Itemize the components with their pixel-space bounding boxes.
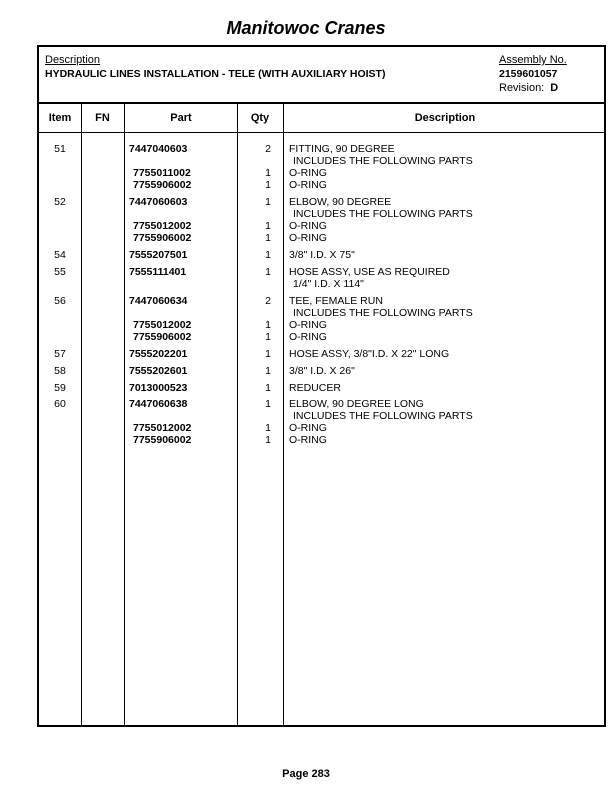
item-number: 51 [54,143,66,155]
revision [499,82,558,94]
part-number: 7755012002 [133,220,192,232]
part-description: INCLUDES THE FOLLOWING PARTS [293,208,473,220]
description-label: Description [45,54,101,66]
part-description: O-RING [289,179,327,191]
part-description: ELBOW, 90 DEGREE LONG [289,398,424,410]
part-number: 7755906002 [133,179,192,191]
col-qty: Qty [250,112,270,124]
item-number: 58 [54,365,66,377]
page-number: Page 283 [282,768,330,780]
part-number: 7555202201 [129,348,188,360]
divider [81,104,82,725]
part-number: 7555111401 [129,266,187,278]
divider [283,104,284,725]
part-description: O-RING [289,331,327,343]
part-description: FITTING, 90 DEGREE [289,143,395,155]
item-number: 55 [54,266,66,278]
part-number: 7447040603 [129,143,188,155]
quantity: 1 [265,167,271,179]
part-description: O-RING [289,220,327,232]
col-item: Item [48,112,72,124]
part-number: 7755906002 [133,331,192,343]
part-description: O-RING [289,167,327,179]
part-number: 7755906002 [133,232,192,244]
quantity: 1 [265,434,271,446]
item-number: 54 [54,249,66,261]
part-description: 3/8" I.D. X 75" [289,249,355,261]
item-number: 56 [54,295,66,307]
part-description: INCLUDES THE FOLLOWING PARTS [293,410,473,422]
revision-value: D [550,82,559,94]
part-description: O-RING [289,434,327,446]
brand-title: Manitowoc Cranes [226,18,386,38]
part-description: INCLUDES THE FOLLOWING PARTS [293,155,473,167]
item-number: 52 [54,196,66,208]
col-part: Part [170,112,192,124]
col-fn: FN [95,112,110,124]
part-number: 7447060634 [129,295,188,307]
quantity: 2 [265,295,271,307]
part-number: 7755012002 [133,319,192,331]
part-description: HOSE ASSY, 3/8"I.D. X 22" LONG [289,348,450,360]
item-number: 60 [54,398,66,410]
quantity: 1 [265,220,271,232]
part-description: REDUCER [289,382,341,394]
quantity: 1 [265,196,271,208]
part-description: O-RING [289,232,327,244]
part-description: ELBOW, 90 DEGREE [289,196,392,208]
assembly-number: 2159601057 [499,68,558,80]
part-description: HOSE ASSY, USE AS REQUIRED [289,266,450,278]
divider [124,104,125,725]
parts-table [37,45,606,727]
quantity: 1 [265,319,271,331]
revision-label: Revision: [499,82,545,94]
quantity: 1 [265,232,271,244]
part-number: 7555202601 [129,365,188,377]
assembly-header [39,47,604,104]
part-description: O-RING [289,422,327,434]
col-description: Description [414,112,476,124]
quantity: 1 [265,331,271,343]
quantity: 1 [265,266,271,278]
part-number: 7555207501 [129,249,188,261]
part-description: INCLUDES THE FOLLOWING PARTS [293,307,473,319]
part-number: 7013000523 [129,382,188,394]
part-number: 7755012002 [133,422,192,434]
part-description: O-RING [289,319,327,331]
item-number: 59 [54,382,66,394]
part-description: TEE, FEMALE RUN [289,295,383,307]
part-number: 7755011002 [133,167,191,179]
part-number: 7447060603 [129,196,188,208]
assembly-label: Assembly No. [499,54,567,66]
quantity: 1 [265,422,271,434]
quantity: 1 [265,348,271,360]
quantity: 1 [265,249,271,261]
quantity: 1 [265,365,271,377]
part-description: 1/4" I.D. X 114" [293,278,364,290]
quantity: 1 [265,179,271,191]
quantity: 2 [265,143,271,155]
part-description: 3/8" I.D. X 26" [289,365,355,377]
part-number: 7755906002 [133,434,192,446]
part-number: 7447060638 [129,398,188,410]
item-number: 57 [54,348,66,360]
quantity: 1 [265,398,271,410]
quantity: 1 [265,382,271,394]
assembly-title: HYDRAULIC LINES INSTALLATION - TELE (WITH AUXILIARY HOIST) [45,68,386,80]
